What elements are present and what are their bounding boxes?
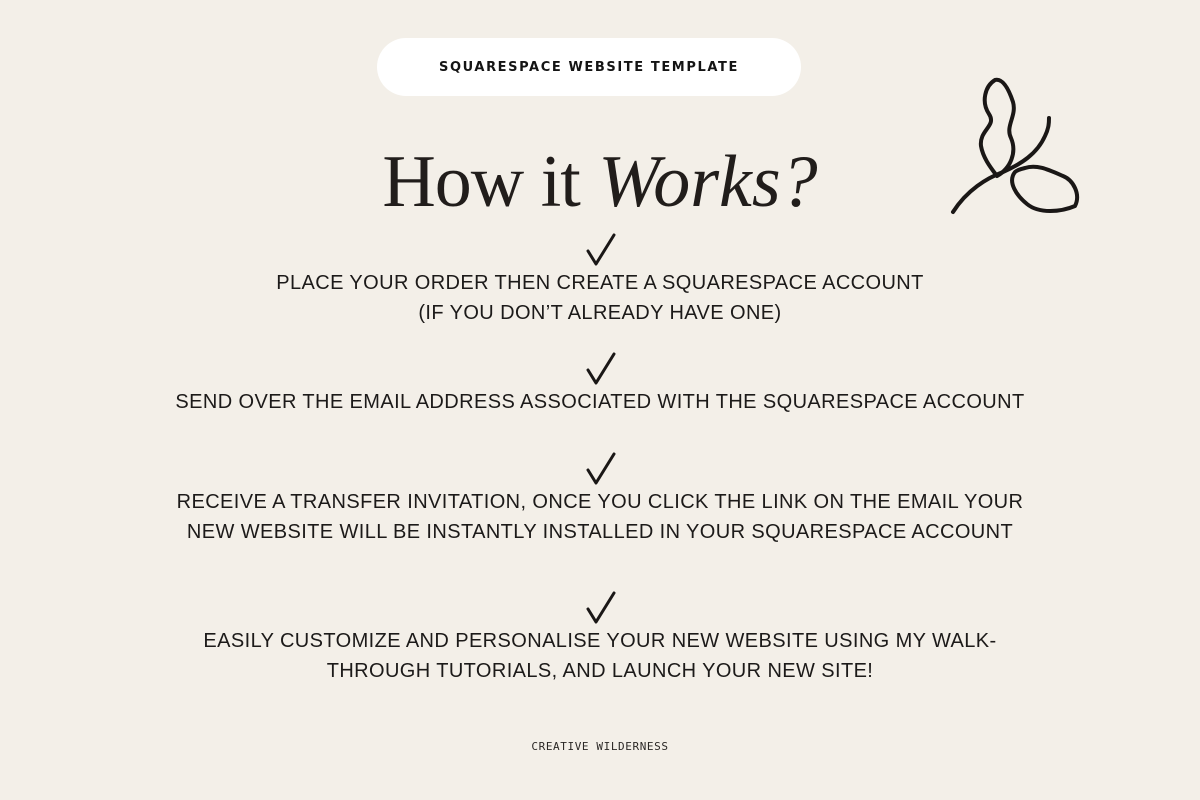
step-2-text [0, 387, 1200, 417]
step-3-line-2: NEW WEBSITE WILL BE INSTANTLY INSTALLED IN YOUR SQUARESPACE ACCOUNT [186, 521, 1014, 543]
step-3-text [0, 487, 1200, 547]
step-1-text [0, 268, 1200, 328]
footer-brand: CREATIVE WILDERNESS [531, 740, 669, 753]
step-4-line-1: EASILY CUSTOMIZE AND PERSONALISE YOUR NEW WEBSITE USING MY WALK- [203, 630, 997, 652]
step-1-line-2: (IF YOU DON’T ALREADY HAVE ONE) [418, 302, 782, 324]
template-label-pill [377, 38, 801, 96]
checkmark-icon [583, 232, 617, 268]
step-4-line-2: THROUGH TUTORIALS, AND LAUNCH YOUR NEW SITE! [326, 660, 874, 682]
step-1-line-1: PLACE YOUR ORDER THEN CREATE A SQUARESPACE ACCOUNT [276, 272, 924, 294]
checkmark-icon [583, 351, 617, 387]
step-2-line-1: SEND OVER THE EMAIL ADDRESS ASSOCIATED WITH THE SQUARESPACE ACCOUNT [175, 391, 1025, 413]
step-3-line-1: RECEIVE A TRANSFER INVITATION, ONCE YOU CLICK THE LINK ON THE EMAIL YOUR [176, 491, 1024, 513]
template-label: SQUARESPACE WEBSITE TEMPLATE [439, 59, 739, 75]
step-1 [0, 232, 1200, 328]
step-4-text [0, 626, 1200, 686]
step-4 [0, 590, 1200, 686]
leaf-line-art-icon [945, 72, 1085, 222]
checkmark-icon [583, 451, 617, 487]
checkmark-icon [583, 590, 617, 626]
step-3 [0, 451, 1200, 547]
title-plain: How it [382, 141, 580, 223]
step-2 [0, 351, 1200, 417]
title-italic: Works? [598, 141, 818, 223]
